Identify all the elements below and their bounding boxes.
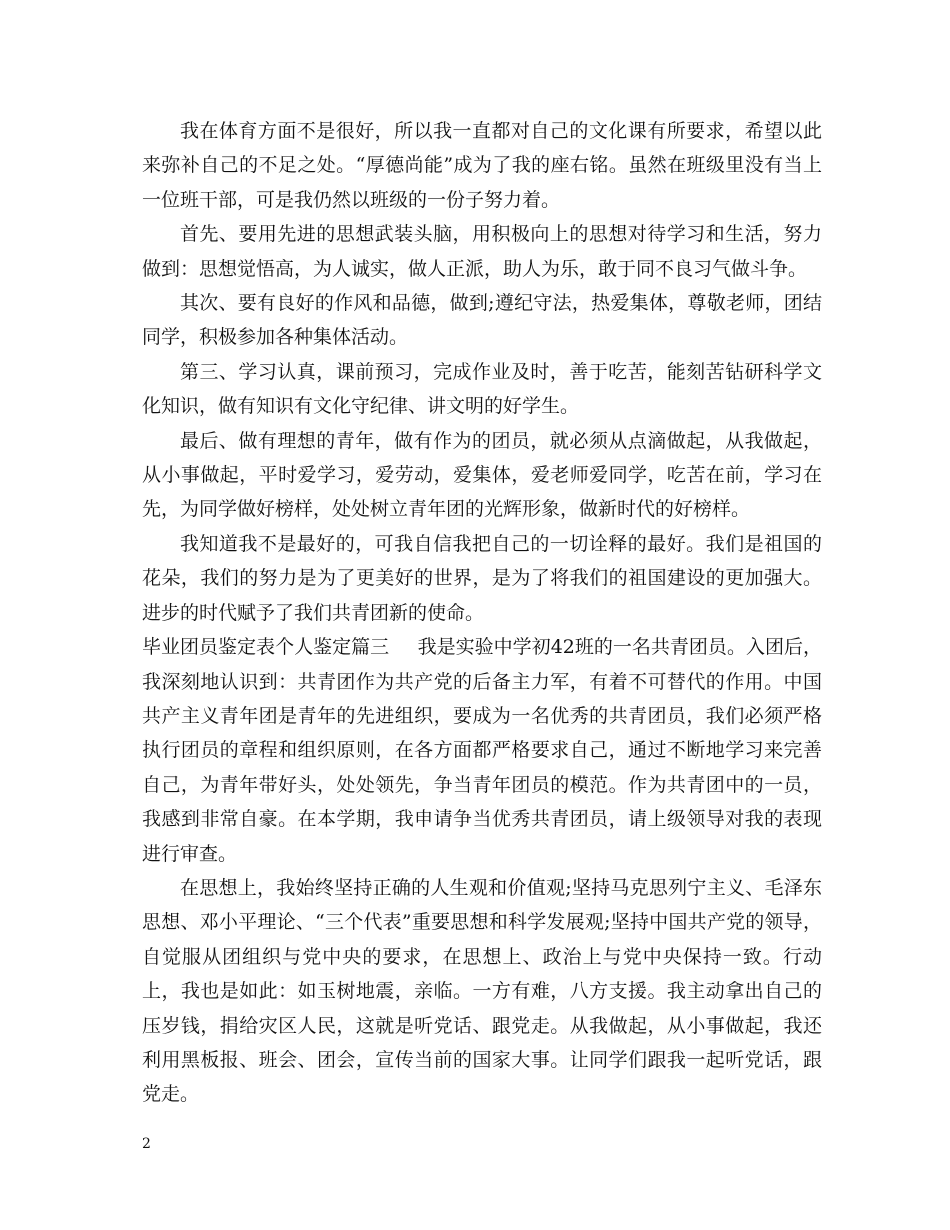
paragraph-final: 在思想上，我始终坚持正确的人生观和价值观;坚持马克思列宁主义、毛泽东思想、邓小平理论、“三个代表”重要思想和科学发展观;坚持中国共产党的领导，自觉服从团组织与党中央的要求，在思想上、政治上与党中央保持一致。行动上，我也是如此：如玉树地震，亲临。一方有难，八方支援。我主动拿出自己的压岁钱，捐给灾区人民，这就是听党话、跟党走。从我做起，从小事做起，我还利用黑板报、班会、团会，宣传当前的国家大事。让同学们跟我一起听党话，跟党走。 <box>142 876 822 1106</box>
paragraph-3: 其次、要有良好的作风和品德，做到;遵纪守法，热爱集体，尊敬老师，团结同学，积极参加各种集体活动。 <box>142 292 822 349</box>
paragraph-6: 我知道我不是最好的，可我自信我把自己的一切诠释的最好。我们是祖国的花朵，我们的努力是为了更美好的世界，是为了将我们的祖国建设的更加强大。进步的时代赋予了我们共青团新的使命。 <box>142 532 822 624</box>
paragraph-2: 首先、要用先进的思想武装头脑，用积极向上的思想对待学习和生活，努力做到：思想觉悟高，为人诚实，做人正派，助人为乐，敢于同不良习气做斗争。 <box>142 223 822 280</box>
paragraph-5: 最后、做有理想的青年，做有作为的团员，就必须从点滴做起，从我做起，从小事做起，平时爱学习，爱劳动，爱集体，爱老师爱同学，吃苦在前，学习在先，为同学做好榜样，处处树立青年团的光辉形象，做新时代的好榜样。 <box>142 429 822 521</box>
document-body <box>142 114 822 1112</box>
paragraph-4: 第三、学习认真，课前预习，完成作业及时，善于吃苦，能刻苦钻研科学文化知识，做有知识有文化守纪律、讲文明的好学生。 <box>142 360 822 418</box>
section-heading: 毕业团员鉴定表个人鉴定篇三 <box>142 636 390 659</box>
section-first-paragraph: 我是实验中学初42班的一名共青团员。入团后，我深刻地认识到：共青团作为共产党的后备主力军，有着不可替代的作用。中国共产主义青年团是青年的先进组织，要成为一名优秀的共青团员，我们必须严格执行团员的章程和组织原则，在各方面都严格要求自己，通过不断地学习来完善自己，为青年带好头，处处领先，争当青年团员的模范。作为共青团中的一员，我感到非常自豪。在本学期，我申请争当优秀共青团员，请上级领导对我的表现进行审查。 <box>142 636 822 865</box>
page-number: 2 <box>142 1136 151 1152</box>
paragraph-1: 我在体育方面不是很好，所以我一直都对自己的文化课有所要求，希望以此来弥补自己的不足之处。“厚德尚能”成为了我的座右铭。虽然在班级里没有当上一位班干部，可是我仍然以班级的一份子努力着。 <box>142 120 822 211</box>
section-paragraph <box>142 630 822 871</box>
